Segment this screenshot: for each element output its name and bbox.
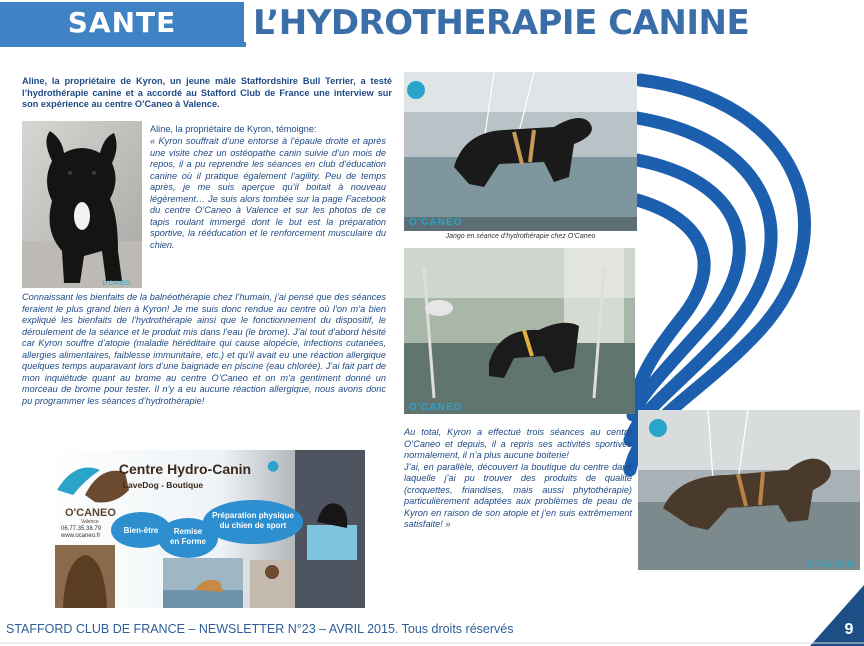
footer-text: STAFFORD CLUB DE FRANCE – NEWSLETTER N°23 – AVRIL 2015. Tous droits réservés (6, 622, 514, 636)
paw-icon: ● (267, 458, 280, 474)
section-underline (0, 42, 246, 47)
ad-pool-photo (307, 525, 357, 560)
shop-paragraph: J’ai, en parallèle, découvert la boutique du centre dans laquelle j’ai pu trouver des produits de qualité (croquettes, friandises, mais aussi phytothérapie) particulièrement adaptées aux problèmes de peau de Kyron en raison de son atopie et j’en suis extrêmement satisfaite! » (404, 461, 632, 529)
section-label: SANTE (67, 5, 177, 39)
testimony-lead: Aline, la propriétaire de Kyron, témoigne: (150, 124, 317, 134)
ad-city: Valence (81, 519, 99, 525)
photo1-caption: Jango en séance d’hydrothérapie chez O’Caneo (445, 233, 596, 240)
photo2-brand: O'CANEO (409, 402, 463, 413)
bubble-preparation-line2: du chien de sport (219, 521, 287, 530)
ad-brand: O'CANEO (65, 507, 116, 519)
intro-paragraph: Aline, la propriétaire de Kyron, un jeune mâle Staffordshire Bull Terrier, a testé l’hydrothérapie canine et a accordé au Stafford Club de France une interview sur son expérience au centre O’Caneo à Valence. (22, 76, 392, 109)
hydrotherapy-photo-2 (404, 248, 635, 414)
kyron-photo (22, 121, 142, 288)
kyron-photo-watermark: O’CANEO (102, 281, 130, 287)
hydro-canin-advertisement (45, 450, 365, 608)
bubble-preparation-line1: Préparation physique (212, 511, 294, 520)
result-paragraph: Au total, Kyron a effectué trois séances au centre O’Caneo et depuis, il a repris ses activités sportives normalement, il n’a plus aucune boiterie! (404, 427, 632, 460)
hydrotherapy-photo-3 (638, 410, 860, 570)
page-number: 9 (844, 621, 854, 638)
bubble-fitness-line1: Remise (173, 527, 203, 536)
testimony-paragraph: « Kyron souffrait d’une entorse à l’épaule droite et après une visite chez un ostéopathe canin suivie d’un mois de repos, il a pu reprendre les séances en club d’éducation canine où il pratique également l’agility. Peu de temps après, je me suis aperçue qu’il boitait à nouveau légèrement… Je suis alors tombée sur la page Facebook du centre O’Caneo à Valence et sur les photos de ce tapis roulant immergé dont le but est la préparation sportive, la rééducation et le renforcement musculaire du chien. (150, 136, 386, 250)
bubble-wellbeing-label: Bien-être (123, 526, 159, 535)
ad-subtitle: LaveDog - Boutique (122, 480, 204, 490)
ad-title: Centre Hydro-Canin (118, 461, 252, 477)
ad-website: www.ocaneo.fr (61, 533, 101, 539)
bubble-fitness-line2: en Forme (169, 537, 207, 546)
photo1-brand: O'CANEO (409, 217, 463, 228)
page-title: L’HYDROTHERAPIE CANINE (253, 3, 750, 43)
experience-paragraph: Connaissant les bienfaits de la balnéothérapie chez l’humain, j’ai pensé que des séances feraient le plus grand bien à Kyron! Je me suis donc rendue au centre où l’on m’a bien expliqué les bienfaits de l’hydrothérapie ainsi que le fonctionnement du dispositif, le déroulement de la séance et le produit mis dans l’eau (le brome). J’ai tout d’abord hésité car Kyron souffre d’atopie (maladie héréditaire qui cause alopécie, infections cutanées, allergies alimentaires, faiblesse immunitaire, etc.) et qu’il avait eu une réaction allergique quelques temps auparavant lors d’une baignade en piscine (eau chlorée). J’ai fait part de mon inquiétude quant au brome au centre O’Caneo et on m’a gentiment donné un morceau de brome pour tester. Il n’y a eu aucune réaction allergique, nous avons donc pu programmer les séances d’hydrothérapie! (22, 292, 386, 406)
hydrotherapy-photo-1 (404, 72, 637, 231)
result-section (404, 427, 632, 531)
photo3-brand: O'CANEO (806, 559, 855, 569)
ad-phone: 06.77.35.38.79 (61, 526, 102, 532)
section-badge (0, 2, 244, 42)
